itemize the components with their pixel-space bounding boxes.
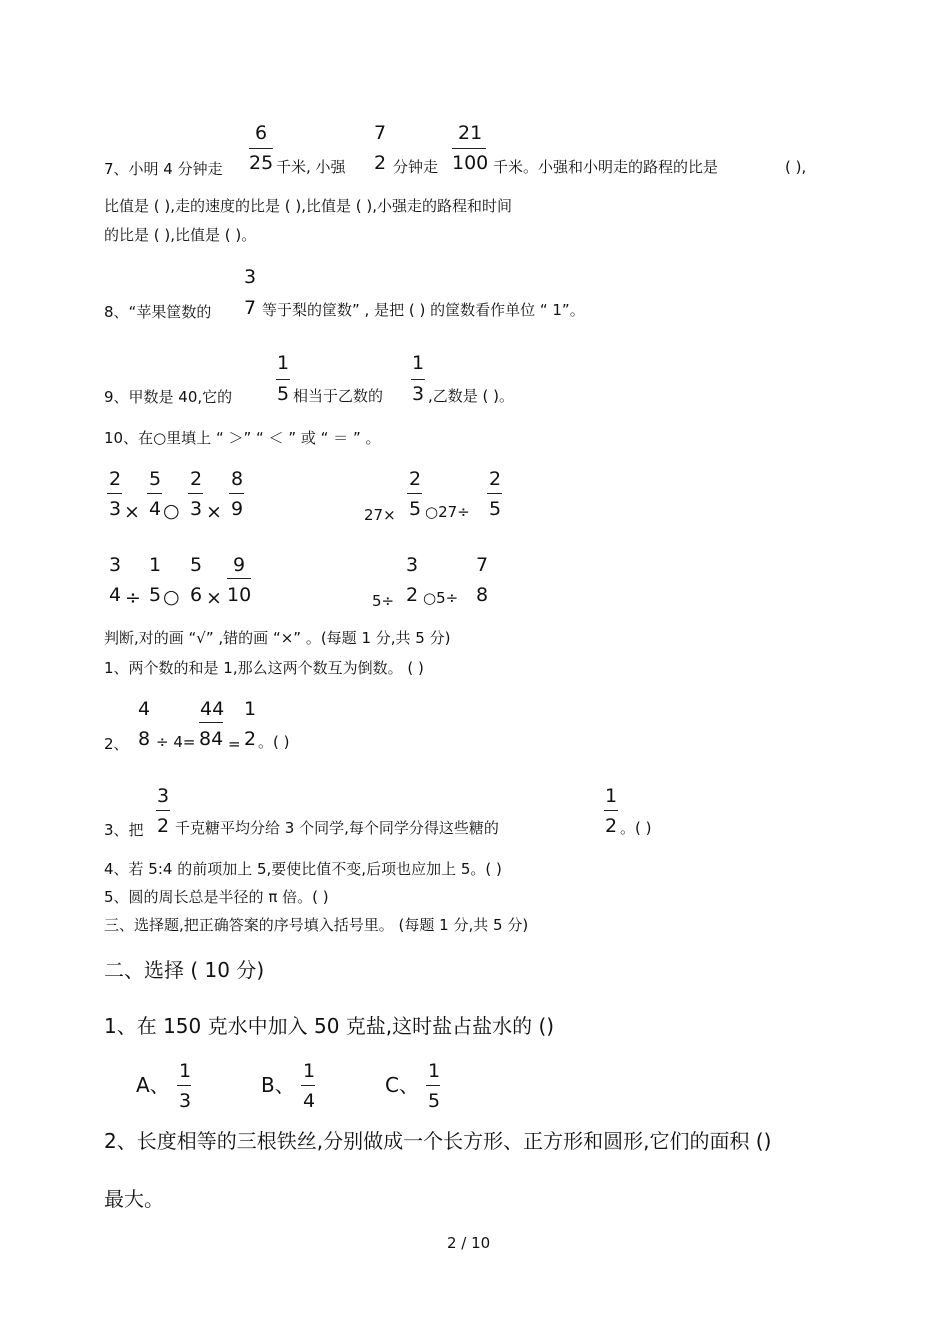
e4-b-den: 8 <box>476 584 489 606</box>
e1-d-num: 8 <box>231 468 244 490</box>
q8-prefix: 8、“苹果筐数的 <box>104 303 212 321</box>
q9-mid: 相当于乙数的 <box>293 387 384 405</box>
q7-f3-den: 100 <box>452 152 489 174</box>
e3-op2: × <box>206 587 222 609</box>
j3-mid: 千克糖平均分给 3 个同学,每个同学分得这些糖的 <box>175 819 499 837</box>
fraction-bar <box>229 493 244 494</box>
choose-title: 二、选择 ( 10 分) <box>104 958 265 982</box>
fraction-bar <box>407 493 422 494</box>
q7-f1-den: 25 <box>249 152 274 174</box>
j2-suffix: 。( ) <box>258 733 290 751</box>
e1-circle: ○ <box>163 500 180 522</box>
e1-c-num: 2 <box>190 468 203 490</box>
e4-b-num: 7 <box>476 554 489 576</box>
q8-f-num: 3 <box>244 266 257 288</box>
q9-f2-num: 1 <box>412 352 425 374</box>
e4-mid: ○5÷ <box>423 589 459 607</box>
e1-a-num: 2 <box>109 468 122 490</box>
option-c-den: 5 <box>428 1090 441 1112</box>
fraction-bar <box>487 493 502 494</box>
fraction-bar <box>177 1085 191 1086</box>
e2-b-den: 5 <box>489 498 502 520</box>
e3-c-den: 6 <box>190 584 203 606</box>
e3-b-den: 5 <box>149 584 162 606</box>
e2-lead: 27× <box>364 506 396 524</box>
q7-t2: 千米, 小强 <box>276 158 346 176</box>
fraction-bar <box>227 578 251 579</box>
q9-f2-den: 3 <box>412 383 425 405</box>
q8-f-den: 7 <box>244 297 257 319</box>
fraction-bar <box>426 1085 440 1086</box>
q9-f1-den: 5 <box>277 383 290 405</box>
j3-a-num: 3 <box>157 785 170 807</box>
e1-op2: × <box>206 501 222 523</box>
j3-prefix: 3、把 <box>104 821 144 839</box>
j2-b-den: 84 <box>199 728 224 750</box>
fraction-bar <box>188 493 203 494</box>
e2-mid: ○27÷ <box>425 503 470 521</box>
e1-op1: × <box>124 501 140 523</box>
e1-b-num: 5 <box>149 468 162 490</box>
j2-a-num: 4 <box>138 698 151 720</box>
e3-d-num: 9 <box>233 554 246 576</box>
q7-line2: 比值是 ( ),走的速度的比是 ( ),比值是 ( ),小强走的路程和时间 <box>104 197 513 215</box>
q7-line3: 的比是 ( ),比值是 ( )。 <box>104 226 257 244</box>
q10-title: 10、在○里填上 “ ＞” “ ＜ ” 或 “ ＝ ” 。 <box>104 429 381 447</box>
e1-a-den: 3 <box>109 498 122 520</box>
j2-c-den: 2 <box>244 728 257 750</box>
fraction-bar <box>199 722 223 723</box>
e4-a-den: 2 <box>406 584 419 606</box>
option-a-num: 1 <box>179 1060 192 1082</box>
j2-op: ÷ 4= <box>156 733 196 751</box>
j3-b-den: 2 <box>605 815 618 837</box>
q7-f2-den: 2 <box>374 152 387 174</box>
e3-circle: ○ <box>163 586 180 608</box>
fraction-bar <box>147 493 162 494</box>
fraction-bar <box>301 1085 315 1086</box>
judge-5: 5、圆的周长总是半径的 π 倍。( ) <box>104 888 329 906</box>
j3-a-den: 2 <box>157 815 170 837</box>
j3-b-num: 1 <box>605 785 618 807</box>
choose-q2-cont: 最大。 <box>104 1187 164 1211</box>
choose-q2: 2、长度相等的三根铁丝,分别做成一个长方形、正方形和圆形,它们的面积 () <box>104 1129 772 1153</box>
q7-t4: 千米。小强和小明走的路程的比是 <box>493 158 719 176</box>
e3-op1: ÷ <box>125 587 141 609</box>
e2-a-num: 2 <box>409 468 422 490</box>
e4-a-num: 3 <box>406 554 419 576</box>
fraction-bar <box>411 379 425 380</box>
e3-b-num: 1 <box>149 554 162 576</box>
q9-f1-num: 1 <box>277 352 290 374</box>
option-b-den: 4 <box>303 1090 316 1112</box>
e3-c-num: 5 <box>190 554 203 576</box>
q7-f1-num: 6 <box>255 122 268 144</box>
judge-title: 判断,对的画 “√” ,错的画 “×” 。(每题 1 分,共 5 分) <box>104 629 451 647</box>
e1-c-den: 3 <box>190 498 203 520</box>
fraction-bar <box>107 493 122 494</box>
judge-1: 1、两个数的和是 1,那么这两个数互为倒数。 ( ) <box>104 659 424 677</box>
q7-prefix: 7、小明 4 分钟走 <box>104 160 223 178</box>
j2-a-den: 8 <box>138 728 151 750</box>
fraction-bar <box>249 148 273 149</box>
q7-f2-num: 7 <box>374 122 387 144</box>
e1-b-den: 4 <box>149 498 162 520</box>
option-b-num: 1 <box>303 1060 316 1082</box>
e2-b-num: 2 <box>489 468 502 490</box>
e3-a-den: 4 <box>109 584 122 606</box>
page-number: 2 / 10 <box>447 1234 491 1252</box>
section-3-title: 三、选择题,把正确答案的序号填入括号里。 (每题 1 分,共 5 分) <box>104 916 529 934</box>
q7-f3-num: 21 <box>458 122 483 144</box>
j2-prefix: 2、 <box>104 735 129 753</box>
fraction-bar <box>604 810 618 811</box>
choose-q1: 1、在 150 克水中加入 50 克盐,这时盐占盐水的 () <box>104 1014 555 1038</box>
e4-lead: 5÷ <box>372 592 395 610</box>
fraction-bar <box>452 148 486 149</box>
q9-prefix: 9、甲数是 40,它的 <box>104 388 233 406</box>
judge-4: 4、若 5:4 的前项加上 5,要使比值不变,后项也应加上 5。( ) <box>104 860 502 878</box>
q7-t5: ( ), <box>785 158 807 176</box>
q9-suffix: ,乙数是 ( )。 <box>428 387 515 405</box>
q7-t3: 分钟走 <box>393 158 439 176</box>
e3-a-num: 3 <box>109 554 122 576</box>
j2-b-num: 44 <box>200 698 225 720</box>
option-a-den: 3 <box>179 1090 192 1112</box>
j2-c-num: 1 <box>244 698 257 720</box>
q8-suffix: 等于梨的筐数” , 是把 ( ) 的筐数看作单位 “ 1”。 <box>262 301 585 319</box>
e2-a-den: 5 <box>409 498 422 520</box>
option-c-num: 1 <box>428 1060 441 1082</box>
option-a-label: A、 <box>136 1073 170 1097</box>
e3-d-den: 10 <box>227 584 252 606</box>
fraction-bar <box>156 810 170 811</box>
j2-eq: = <box>228 735 241 753</box>
fraction-bar <box>276 379 290 380</box>
option-b-label: B、 <box>261 1073 295 1097</box>
option-c-label: C、 <box>385 1073 419 1097</box>
e1-d-den: 9 <box>231 498 244 520</box>
j3-suffix: 。( ) <box>620 819 652 837</box>
